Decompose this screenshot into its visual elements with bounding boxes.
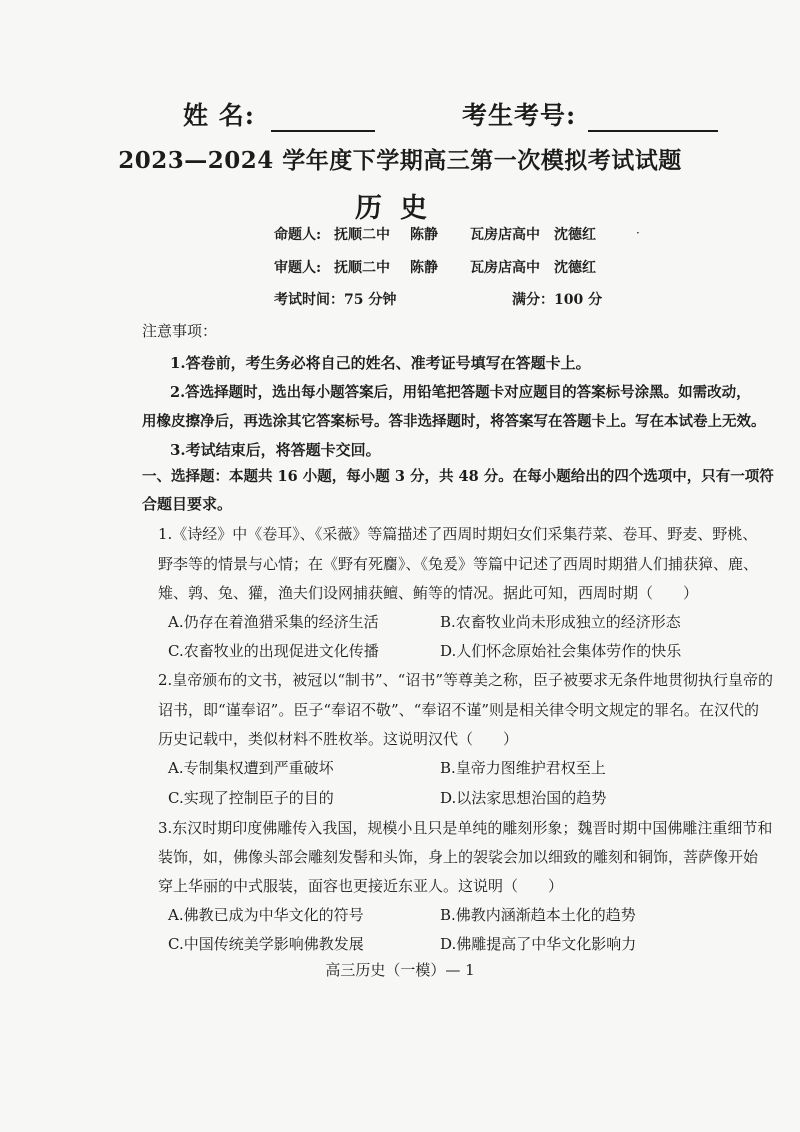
setter-person-2: 沈德红 xyxy=(554,227,596,243)
q1-stem-line-1: 1.《诗经》中《卷耳》、《采薇》等篇描述了西周时期妇女们采集荇菜、卷耳、野麦、野桃、 xyxy=(158,525,758,543)
reviewer-person-1: 陈静 xyxy=(410,260,438,276)
setter-school-1: 抚顺二中 xyxy=(334,227,390,243)
note-1: 1.答卷前，考生务必将自己的姓名、准考证号填写在答题卡上。 xyxy=(170,354,591,372)
scan-dot: · xyxy=(636,226,640,240)
exam-number-label: 考生考号: xyxy=(462,101,577,130)
q2-option-d[interactable]: D.以法家思想治国的趋势 xyxy=(440,789,607,807)
q3-stem-line-2: 装饰，如，佛像头部会雕刻发髻和头饰，身上的袈裟会加以细致的雕刻和铜饰，菩萨像开始 xyxy=(158,848,759,866)
q1-option-a[interactable]: A.仍存在着渔猎采集的经济生活 xyxy=(168,613,379,631)
q3-stem-line-3: 穿上华丽的中式服装，面容也更接近东亚人。这说明（ ） xyxy=(158,877,564,895)
setter-person-1: 陈静 xyxy=(410,227,438,243)
q2-option-a[interactable]: A.专制集权遭到严重破坏 xyxy=(168,759,334,777)
q1-stem-line-2: 野李等的情景与心情；在《野有死麕》、《兔爰》等篇中记述了西周时期猎人们捕获獐、鹿、 xyxy=(158,555,759,573)
note-2-line-2: 用橡皮擦净后，再选涂其它答案标号。答非选择题时，将答案写在答题卡上。写在本试卷上无效。 xyxy=(142,413,766,430)
q2-stem-line-1: 2.皇帝颁布的文书，被冠以“制书”、“诏书”等尊美之称，臣子被要求无条件地贯彻执行皇帝的 xyxy=(158,671,773,689)
exam-time: 考试时间：75 分钟 xyxy=(274,292,397,308)
q2-stem-line-2: 诏书，即“谨奉诏”。臣子“奉诏不敬”、“奉诏不谨”则是相关律令明文规定的罪名。在汉代的 xyxy=(158,701,760,719)
name-field-row xyxy=(183,96,375,132)
q3-option-d[interactable]: D.佛雕提高了中华文化影响力 xyxy=(440,935,637,953)
q2-option-c[interactable]: C.实现了控制臣子的目的 xyxy=(168,789,334,807)
exam-number-row xyxy=(462,96,718,132)
q1-option-b[interactable]: B.农畜牧业尚未形成独立的经济形态 xyxy=(440,613,681,631)
exam-number-blank[interactable] xyxy=(588,104,718,132)
q1-option-d[interactable]: D.人们怀念原始社会集体劳作的快乐 xyxy=(440,642,682,660)
section-1-line-2: 合题目要求。 xyxy=(142,495,233,513)
q3-option-c[interactable]: C.中国传统美学影响佛教发展 xyxy=(168,935,364,953)
reviewer-school-1: 抚顺二中 xyxy=(334,260,390,276)
q3-stem-line-1: 3.东汉时期印度佛雕传入我国，规模小且只是单纯的雕刻形象；魏晋时期中国佛雕注重细节和 xyxy=(158,819,773,837)
note-2-line-1: 2.答选择题时，选出每小题答案后，用铅笔把答题卡对应题目的答案标号涂黑。如需改动， xyxy=(170,384,751,401)
q3-option-a[interactable]: A.佛教已成为中华文化的符号 xyxy=(168,906,364,924)
setter-school-2: 瓦房店高中 xyxy=(470,227,540,243)
notes-heading: 注意事项： xyxy=(142,322,218,340)
page-footer: 高三历史（一模）— 1 xyxy=(325,961,475,979)
name-label: 姓 名: xyxy=(183,101,255,130)
note-3: 3.考试结束后，将答题卡交回。 xyxy=(170,441,381,459)
q1-option-c[interactable]: C.农畜牧业的出现促进文化传播 xyxy=(168,642,379,660)
q3-option-b[interactable]: B.佛教内涵渐趋本土化的趋势 xyxy=(440,906,636,924)
q2-option-b[interactable]: B.皇帝力图维护君权至上 xyxy=(440,759,606,777)
exam-title: 2023—2024 学年度下学期高三第一次模拟考试试题 xyxy=(118,147,682,174)
q1-stem-line-3: 雉、鹑、兔、獾，渔夫们设网捕获鳣、鲔等的情况。据此可知，西周时期（ ） xyxy=(158,584,699,602)
reviewer-person-2: 沈德红 xyxy=(554,260,596,276)
setter-label: 命题人: xyxy=(274,227,322,243)
reviewer-school-2: 瓦房店高中 xyxy=(470,260,540,276)
section-1-line-1: 一、选择题：本题共 16 小题，每小题 3 分，共 48 分。在每小题给出的四个选项中，只有一项符 xyxy=(142,468,774,485)
name-blank[interactable] xyxy=(271,104,375,132)
full-score: 满分：100 分 xyxy=(512,292,603,308)
q2-stem-line-3: 历史记载中，类似材料不胜枚举。这说明汉代（ ） xyxy=(158,730,519,748)
reviewer-label: 审题人: xyxy=(274,260,322,276)
subject-title: 历史 xyxy=(355,193,445,224)
